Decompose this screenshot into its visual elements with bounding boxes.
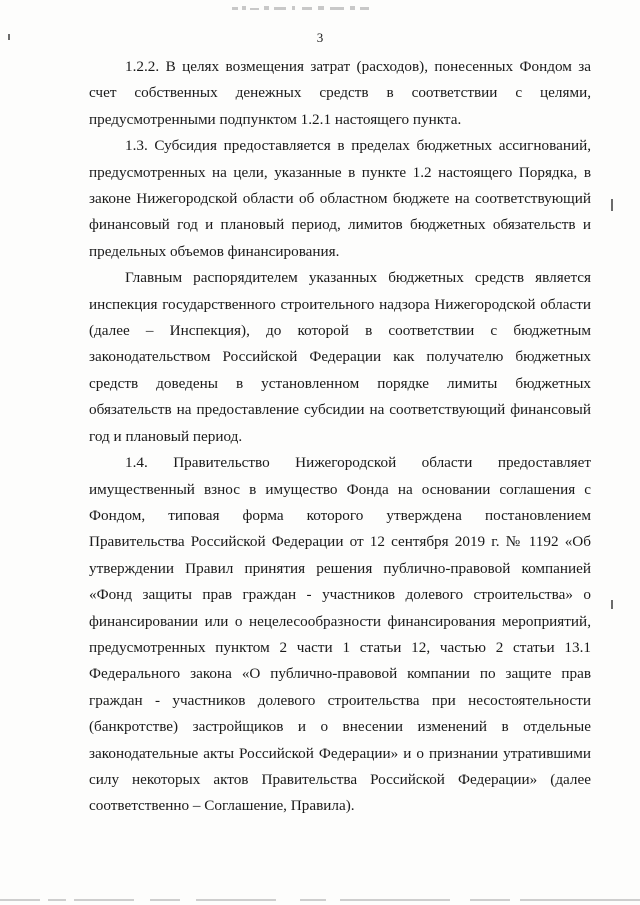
paragraph-main-administrator: Главным распорядителем указанных бюджетных средств является инспекция государственного строительного надзора Нижегородской области (далее – Инспекция), до которой в соответствии с бюджетным законодательством Российской Федерации как получателю бюджетных средств доведены в установленном порядке лимиты бюджетных обязательств на предоставление субсидии на соответствующий финансовый год и плановый период.	[89, 269, 591, 445]
paragraph-1-3: 1.3. Субсидия предоставляется в пределах бюджетных ассигнований, предусмотренных на цели, указанные в пункте 1.2 настоящего Порядка, в законе Нижегородской области об областном бюджете на соответствующий финансовый год и плановый период, лимитов бюджетных обязательств и предельных объемов финансирования.	[89, 137, 591, 260]
paragraph-1-2-2: 1.2.2. В целях возмещения затрат (расходов), понесенных Фондом за счет собственных денежных средств в соответствии с целями, предусмотренными подпунктом 1.2.1 настоящего пункта.	[89, 58, 591, 128]
paragraph-1-4: 1.4. Правительство Нижегородской области предоставляет имущественный взнос в имущество Фонда на основании соглашения с Фондом, типовая форма которого утверждена постановлением Правительства Российской Федерации от 12 сентября 2019 г. № 1192 «Об утверждении Правил принятия решения публично-правовой компанией «Фонд защиты прав граждан - участников долевого строительства» о финансировании или о нецелесообразности финансирования мероприятий, предусмотренных пунктом 2 части 1 статьи 12, частью 2 статьи 13.1 Федерального закона «О публично-правовой компании по защите прав граждан - участников долевого строительства при несостоятельности (банкротстве) застройщиков и о внесении изменений в отдельные законодательные акты Российской Федерации» и о признании утратившими силу некоторых актов Правительства Российской Федерации» (далее соответственно – Соглашение, Правила).	[89, 454, 591, 815]
document-body	[89, 54, 591, 820]
scan-mark-right	[611, 199, 613, 211]
scan-mark-right-lower	[611, 600, 613, 609]
scan-bottom-edge	[0, 899, 640, 901]
scan-artifact	[232, 4, 372, 14]
scan-mark-left	[8, 34, 10, 40]
page-number: 3	[316, 30, 324, 45]
